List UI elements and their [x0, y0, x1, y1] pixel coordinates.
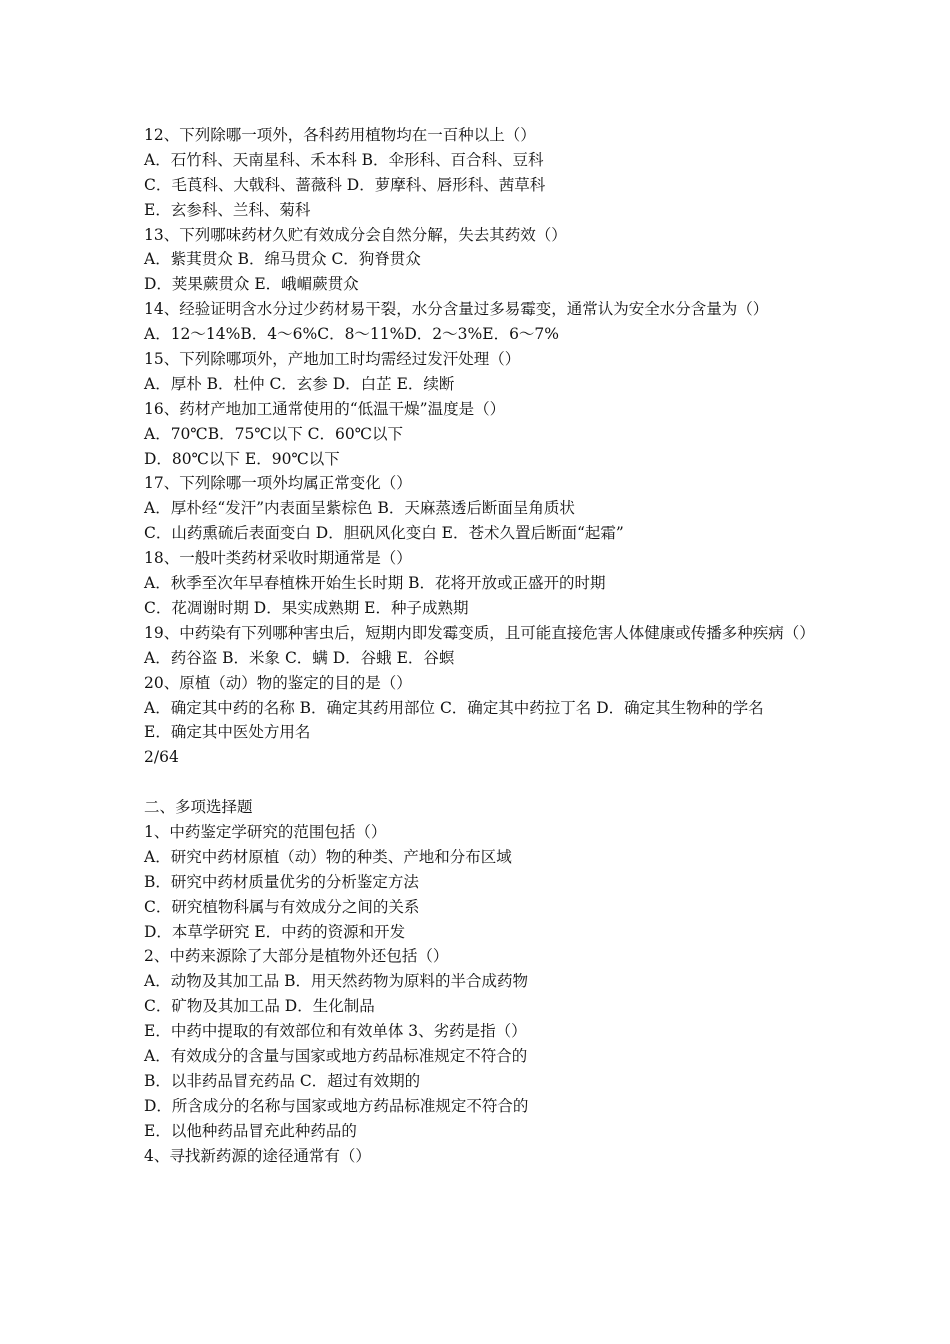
option-line: A．动物及其加工品 B．用天然药物为原料的半合成药物 — [144, 972, 529, 991]
option-line: C．花凋谢时期 D．果实成熟期 E．种子成熟期 — [144, 598, 469, 617]
option-line: C．矿物及其加工品 D．生化制品 — [144, 997, 375, 1016]
option-line: A．厚朴 B．杜仲 C．玄参 D．白芷 E．续断 — [144, 374, 455, 393]
option-line: D．所含成分的名称与国家或地方药品标准规定不符合的 — [144, 1096, 529, 1115]
question-line: 20、原植（动）物的鉴定的目的是（） — [144, 673, 412, 692]
question-line: 1、中药鉴定学研究的范围包括（） — [144, 822, 387, 841]
question-line: 4、寻找新药源的途径通常有（） — [144, 1146, 371, 1165]
document-body — [144, 123, 816, 1168]
option-line: B．研究中药材质量优劣的分析鉴定方法 — [144, 872, 419, 891]
option-line: A．紫萁贯众 B．绵马贯众 C．狗脊贯众 — [144, 250, 421, 269]
option-line: E．以他种药品冒充此种药品的 — [144, 1121, 357, 1140]
question-line: 16、药材产地加工通常使用的“低温干燥”温度是（） — [144, 399, 506, 418]
option-line: D．荚果蕨贯众 E．峨嵋蕨贯众 — [144, 275, 359, 294]
option-line: E．确定其中医处方用名 — [144, 723, 311, 742]
question-line: 18、一般叶类药材采收时期通常是（） — [144, 549, 412, 568]
option-line: C．研究植物科属与有效成分之间的关系 — [144, 897, 420, 916]
question-line: 19、中药染有下列哪种害虫后，短期内即发霉变质，且可能直接危害人体健康或传播多种疾病（） — [144, 623, 815, 642]
option-line: A．有效成分的含量与国家或地方药品标准规定不符合的 — [144, 1046, 528, 1065]
option-line: A．秋季至次年早春植株开始生长时期 B．花将开放或正盛开的时期 — [144, 574, 606, 593]
question-line: 2、中药来源除了大部分是植物外还包括（） — [144, 947, 449, 966]
section-gap — [144, 770, 816, 795]
question-line: 14、经验证明含水分过少药材易干裂，水分含量过多易霉变，通常认为安全水分含量为（） — [144, 300, 769, 319]
question-line: 15、下列除哪项外，产地加工时均需经过发汗处理（） — [144, 350, 521, 369]
option-line: A．厚朴经“发汗”内表面呈紫棕色 B．天麻蒸透后断面呈角质状 — [144, 499, 575, 518]
option-line: E．玄参科、兰科、菊科 — [144, 200, 311, 219]
option-line: C．毛莨科、大戟科、蔷薇科 D．萝摩科、唇形科、茜草科 — [144, 175, 546, 194]
question-line: 13、下列哪味药材久贮有效成分会自然分解，失去其药效（） — [144, 225, 567, 244]
option-line: A．石竹科、天南星科、禾本科 B．伞形科、百合科、豆科 — [144, 150, 544, 169]
question-line: 12、下列除哪一项外，各科药用植物均在一百种以上（） — [144, 126, 536, 144]
option-line: C．山药熏硫后表面变白 D．胆矾风化变白 E．苍术久置后断面“起霜” — [144, 524, 624, 543]
option-line: A．研究中药材原植（动）物的种类、产地和分布区域 — [144, 847, 512, 866]
option-line: E．中药中提取的有效部位和有效单体 3、劣药是指（） — [144, 1022, 527, 1041]
page-number: 2/64 — [144, 748, 179, 767]
option-line: A．70℃B．75℃以下 C．60℃以下 — [144, 424, 404, 443]
option-line: A．12～14%B．4～6%C．8～11%D．2～3%E．6～7% — [144, 325, 560, 344]
option-line: D．80℃以下 E．90℃以下 — [144, 449, 340, 468]
question-line: 17、下列除哪一项外均属正常变化（） — [144, 474, 412, 493]
option-line: A．确定其中药的名称 B．确定其药用部位 C．确定其中药拉丁名 D．确定其生物种的学名 — [144, 698, 764, 717]
option-line: B．以非药品冒充药品 C．超过有效期的 — [144, 1071, 421, 1090]
option-line: A．药谷盗 B．米象 C．螨 D．谷蛾 E．谷螟 — [144, 648, 455, 667]
option-line: D．本草学研究 E．中药的资源和开发 — [144, 922, 406, 941]
section-heading: 二、多项选择题 — [144, 798, 253, 817]
